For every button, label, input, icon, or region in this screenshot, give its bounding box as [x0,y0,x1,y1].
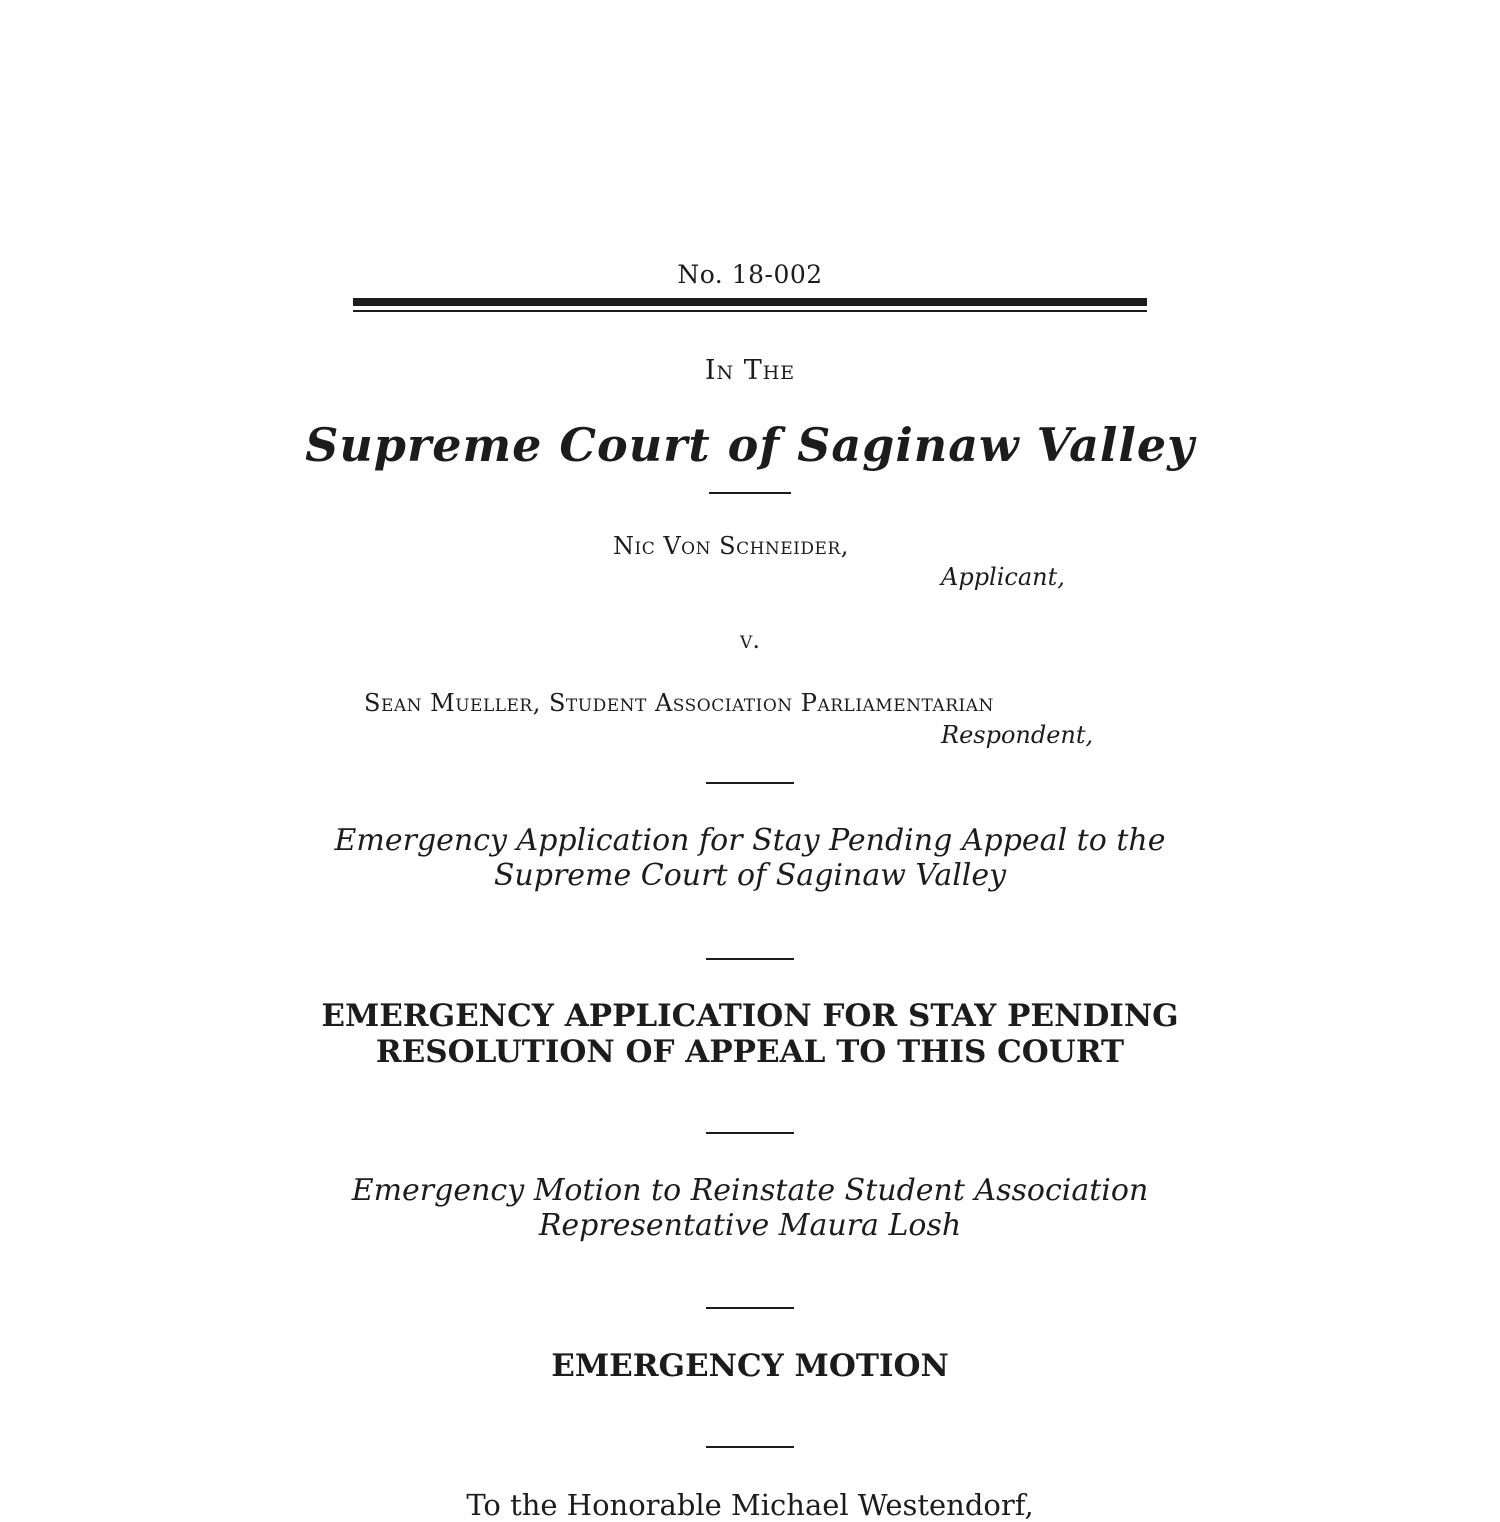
header-double-rule-thick [353,298,1147,306]
applicant-name: Nic Von Schneider, [613,532,849,560]
header-double-rule-thin [353,310,1147,312]
divider-1 [709,492,791,494]
court-preamble: In The [704,355,796,386]
application-title-line2: RESOLUTION OF APPEAL TO THIS COURT [375,1034,1125,1070]
respondent-role: Respondent, [941,721,1094,749]
applicant-role: Applicant, [941,563,1065,591]
divider-6 [706,1446,794,1448]
addressee-line: To the Honorable Michael Westendorf, [466,1488,1034,1522]
divider-5 [706,1307,794,1309]
divider-3 [706,958,794,960]
docket-number: No. 18-002 [677,260,823,289]
application-subtitle-line1: Emergency Application for Stay Pending Appeal to the [334,823,1166,858]
divider-2 [706,782,794,784]
divider-4 [706,1132,794,1134]
motion-subtitle-line2: Representative Maura Losh [538,1208,962,1243]
motion-title: EMERGENCY MOTION [551,1348,949,1384]
respondent-name: Sean Mueller, Student Association Parliamentarian [364,689,994,717]
court-name: Supreme Court of Saginaw Valley [305,418,1195,472]
application-subtitle-line2: Supreme Court of Saginaw Valley [493,858,1007,893]
versus: v. [740,626,760,654]
motion-subtitle-line1: Emergency Motion to Reinstate Student Association [351,1173,1149,1208]
application-title-line1: EMERGENCY APPLICATION FOR STAY PENDING [321,998,1179,1034]
